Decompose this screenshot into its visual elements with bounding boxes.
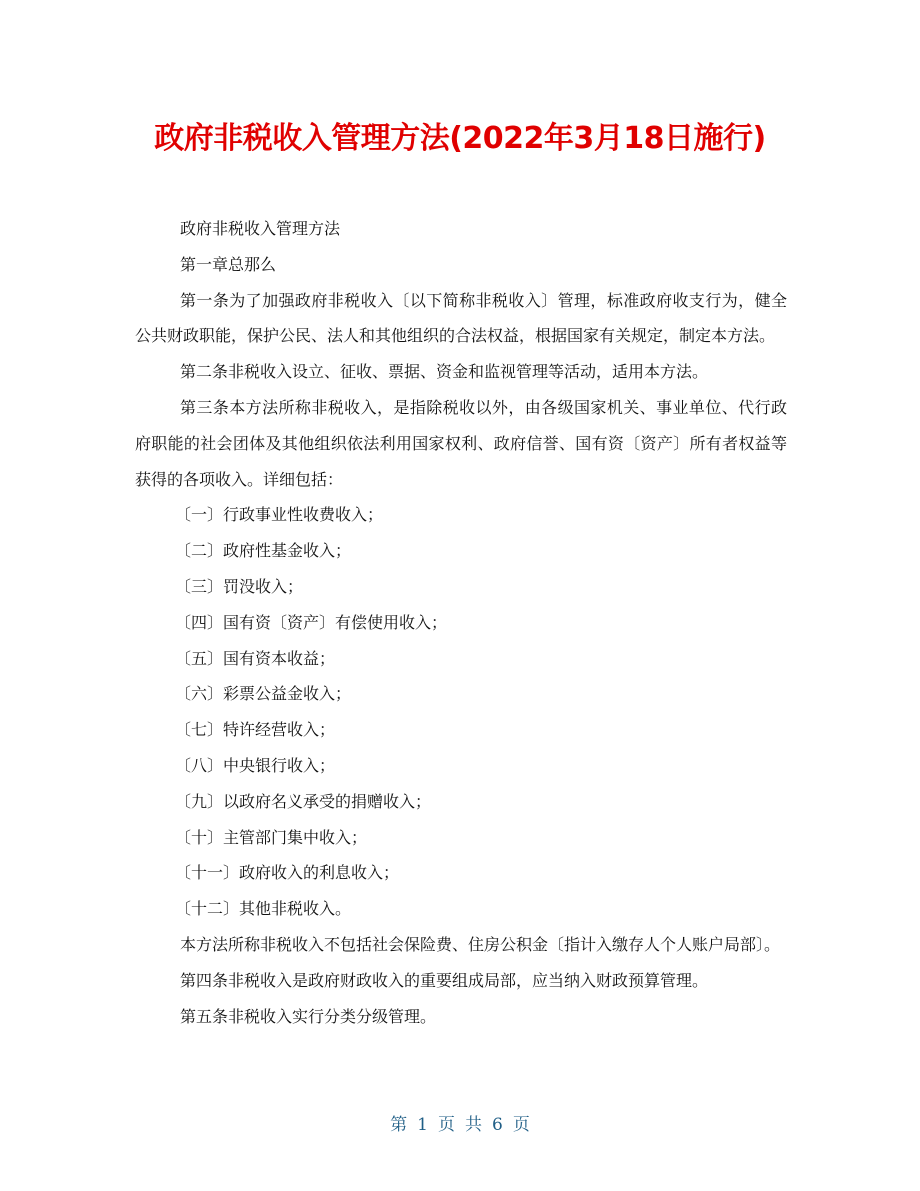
list-item: 〔三〕罚没收入； xyxy=(175,576,304,596)
article-3: 第三条本方法所称非税收入，是指除税收以外，由各级国家机关、事业单位、代行政府职能的社会团体及其他组织依法利用国家权利、政府信誉、国有资〔资产〕所有者权益等获得的各项收入。详细包括： xyxy=(135,397,787,489)
list-item: 〔十一〕政府收入的利息收入； xyxy=(175,863,400,883)
total-pages-number: 6 xyxy=(492,1115,503,1135)
document-title: 政府非税收入管理方法(2022年3月18日施行) xyxy=(154,121,766,156)
list-item: 〔十二〕其他非税收入。 xyxy=(175,899,352,919)
current-page-number: 1 xyxy=(417,1115,428,1135)
paragraph: 政府非税收入管理方法 xyxy=(180,219,341,238)
article-4: 第四条非税收入是政府财政收入的重要组成局部，应当纳入财政预算管理。 xyxy=(180,970,709,990)
article-2: 第二条非税收入设立、征收、票据、资金和监视管理等活动，适用本方法。 xyxy=(180,362,709,382)
list-item: 〔七〕特许经营收入； xyxy=(175,720,336,740)
footer-label-total: 共 xyxy=(465,1115,482,1135)
article-5: 第五条非税收入实行分类分级管理。 xyxy=(180,1006,437,1026)
list-item: 〔八〕中央银行收入； xyxy=(175,755,336,775)
page-footer xyxy=(0,1110,920,1140)
list-item: 〔五〕国有资本收益； xyxy=(175,648,336,668)
paragraph: 本方法所称非税收入不包括社会保险费、住房公积金〔指计入缴存人个人账户局部〕。 xyxy=(180,934,781,954)
document-body xyxy=(135,211,787,1034)
list-item: 〔六〕彩票公益金收入； xyxy=(175,684,352,704)
chapter-heading: 第一章总那么 xyxy=(180,254,277,274)
footer-label-page: 第 xyxy=(390,1115,408,1135)
list-item: 〔二〕政府性基金收入； xyxy=(175,541,352,561)
footer-label-unit: 页 xyxy=(438,1115,455,1135)
list-item: 〔九〕以政府名义承受的捐赠收入； xyxy=(175,791,432,811)
list-item: 〔一〕行政事业性收费收入； xyxy=(175,505,384,525)
footer-label-unit-end: 页 xyxy=(512,1115,530,1135)
list-item: 〔十〕主管部门集中收入； xyxy=(175,827,368,847)
article-1: 第一条为了加强政府非税收入〔以下简称非税收入〕管理，标准政府收支行为，健全公共财政职能，保护公民、法人和其他组织的合法权益，根据国家有关规定，制定本方法。 xyxy=(135,290,787,346)
list-item: 〔四〕国有资〔资产〕有偿使用收入； xyxy=(175,612,448,632)
